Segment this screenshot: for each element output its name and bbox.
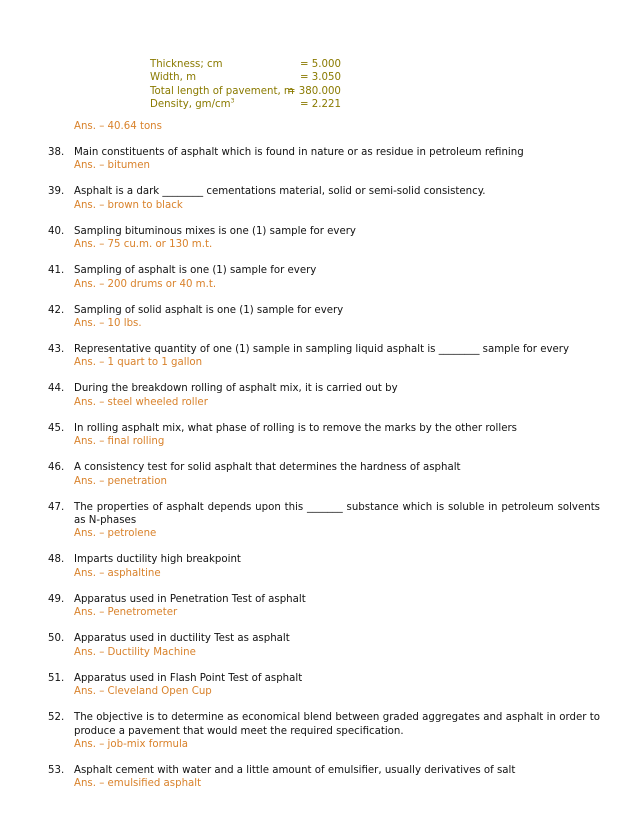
question-number: 45. — [48, 422, 65, 434]
superscript: 3 — [230, 97, 235, 105]
question-text: Imparts ductility high breakpoint — [74, 554, 241, 566]
question-item — [48, 632, 600, 659]
given-label — [150, 98, 300, 111]
question-row — [48, 593, 600, 606]
question-text: Apparatus used in Flash Point Test of asphalt — [74, 672, 303, 684]
question-number: 53. — [48, 764, 65, 776]
question-item — [48, 264, 600, 291]
question-text: Representative quantity of one (1) sample in sampling liquid asphalt is ________ sample for every — [74, 344, 569, 356]
question-item — [48, 553, 600, 580]
answer-text: Ans. – penetration — [74, 475, 167, 487]
question-row — [48, 461, 600, 474]
question-text: The properties of asphalt depends upon this _______ substance which is soluble in petroleum solvents as N-phases — [74, 501, 600, 527]
question-row — [48, 672, 600, 685]
question-item — [48, 501, 600, 541]
question-text: Asphalt cement with water and a little amount of emulsifier, usually derivatives of salt — [74, 764, 516, 776]
question-number: 40. — [48, 225, 65, 237]
question-number: 48. — [48, 554, 65, 566]
question-row — [48, 501, 600, 528]
given-value: = 380.000 — [287, 85, 341, 97]
given-value: = 5.000 — [300, 59, 341, 70]
given-value: = 2.221 — [300, 99, 341, 111]
question-item — [48, 764, 600, 791]
given-label: Total length of pavement, m — [150, 85, 294, 97]
question-list — [48, 146, 600, 803]
given-row — [150, 71, 341, 84]
question-text: Apparatus used in ductility Test as asphalt — [74, 633, 290, 645]
given-row — [150, 58, 341, 71]
question-item — [48, 304, 600, 331]
question-row — [48, 553, 600, 566]
question-number: 49. — [48, 593, 65, 605]
question-text: Apparatus used in Penetration Test of asphalt — [74, 593, 306, 605]
question-number: 42. — [48, 304, 65, 316]
question-item — [48, 382, 600, 409]
question-row — [48, 422, 600, 435]
answer-text: Ans. – Ductility Machine — [74, 646, 196, 658]
question-row — [48, 632, 600, 645]
answer-text: Ans. – final rolling — [74, 436, 165, 448]
given-values — [150, 58, 341, 112]
question-text: Main constituents of asphalt which is found in nature or as residue in petroleum refining — [74, 147, 524, 158]
given-row — [150, 85, 341, 98]
question-row — [48, 304, 600, 317]
question-number: 38. — [48, 147, 65, 158]
question-row — [48, 711, 600, 738]
given-value: = 3.050 — [300, 72, 341, 84]
question-number: 46. — [48, 462, 65, 474]
question-text: Sampling of asphalt is one (1) sample for every — [74, 265, 317, 277]
given-label-text: Density, gm/cm — [150, 99, 231, 111]
question-row — [48, 343, 600, 356]
question-text: A consistency test for solid asphalt that determines the hardness of asphalt — [74, 462, 461, 474]
question-number: 47. — [48, 501, 65, 513]
question-number: 43. — [48, 344, 65, 356]
answer-text: Ans. – bitumen — [74, 160, 150, 172]
answer-text: Ans. – job-mix formula — [74, 738, 189, 750]
question-item — [48, 422, 600, 449]
first-answer: Ans. – 40.64 tons — [74, 121, 162, 132]
given-label: Width, m — [150, 72, 196, 84]
question-number: 44. — [48, 383, 65, 395]
question-row — [48, 225, 600, 238]
question-text: Sampling of solid asphalt is one (1) sample for every — [74, 304, 344, 316]
question-item — [48, 593, 600, 620]
question-number: 50. — [48, 633, 65, 645]
answer-text: Ans. – Penetrometer — [74, 607, 178, 619]
question-number: 39. — [48, 186, 65, 198]
question-text: In rolling asphalt mix, what phase of rolling is to remove the marks by the other rollers — [74, 422, 517, 434]
answer-text: Ans. – 10 lbs. — [74, 318, 142, 330]
answer-text: Ans. – steel wheeled roller — [74, 396, 208, 408]
question-number: 52. — [48, 712, 65, 724]
given-label: Thickness; cm — [150, 59, 223, 70]
question-row — [48, 185, 600, 198]
question-item — [48, 672, 600, 699]
question-row — [48, 146, 600, 159]
answer-text: Ans. – 75 cu.m. or 130 m.t. — [74, 239, 213, 251]
question-row — [48, 264, 600, 277]
question-number: 51. — [48, 672, 65, 684]
question-item — [48, 185, 600, 212]
answer-text: Ans. – Cleveland Open Cup — [74, 686, 212, 698]
answer-text: Ans. – petrolene — [74, 528, 157, 540]
answer-text: Ans. – emulsified asphalt — [74, 778, 202, 790]
answer-text: Ans. – brown to black — [74, 199, 183, 211]
question-item — [48, 343, 600, 370]
given-row — [150, 98, 341, 111]
question-text: Asphalt is a dark ________ cementations material, solid or semi-solid consistency. — [74, 186, 486, 198]
question-item — [48, 225, 600, 252]
question-row — [48, 764, 600, 777]
question-item — [48, 146, 600, 173]
question-number: 41. — [48, 265, 65, 277]
question-text: The objective is to determine as economical blend between graded aggregates and asphalt in order to produce a pavement that would meet the required specification. — [74, 712, 600, 737]
question-item — [48, 711, 600, 751]
question-item — [48, 461, 600, 488]
question-text: During the breakdown rolling of asphalt mix, it is carried out by — [74, 383, 398, 395]
answer-text: Ans. – 200 drums or 40 m.t. — [74, 278, 217, 290]
question-row — [48, 382, 600, 395]
question-text: Sampling bituminous mixes is one (1) sample for every — [74, 225, 356, 237]
answer-text: Ans. – 1 quart to 1 gallon — [74, 357, 203, 369]
answer-text: Ans. – asphaltine — [74, 567, 161, 579]
